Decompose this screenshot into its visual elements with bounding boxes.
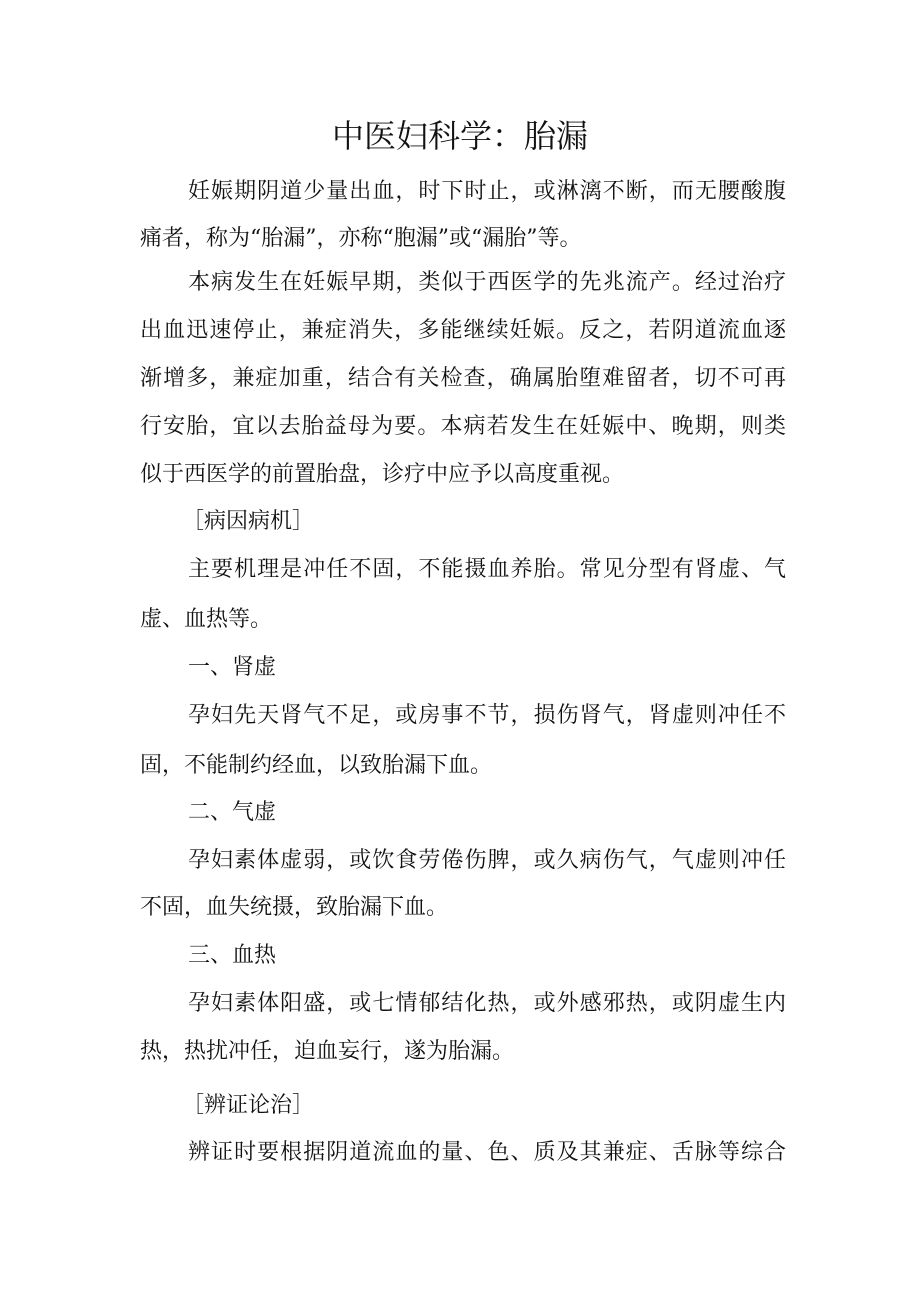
paragraph-line: 似于西医学的前置胎盘，诊疗中应予以高度重视。 xyxy=(140,462,625,487)
paragraph-line: 出血迅速停止，兼症消失，多能继续妊娠。反之，若阴道流血逐 xyxy=(140,318,786,343)
paragraph-line: 虚、血热等。 xyxy=(140,607,273,632)
document-title: 中医妇科学：胎漏 xyxy=(331,117,588,155)
paragraph-line: 主要机理是冲任不固，不能摄血养胎。常见分型有肾虚、气 xyxy=(188,557,786,582)
paragraph-line: 热，热扰冲任，迫血妄行，遂为胎漏。 xyxy=(140,1039,515,1064)
subheading: 一、肾虚 xyxy=(188,655,277,680)
paragraph-line: 行安胎，宜以去胎益母为要。本病若发生在妊娠中、晚期，则类 xyxy=(140,414,786,439)
paragraph-line: 痛者，称为“胎漏”，亦称“胞漏”或“漏胎”等。 xyxy=(140,226,582,251)
paragraph-line: 辨证时要根据阴道流血的量、色、质及其兼症、舌脉等综合 xyxy=(188,1140,786,1165)
paragraph-line: 本病发生在妊娠早期，类似于西医学的先兆流产。经过治疗 xyxy=(188,270,786,295)
section-heading: ［辨证论治］ xyxy=(182,1093,315,1118)
paragraph-line: 渐增多，兼症加重，结合有关检查，确属胎堕难留者，切不可再 xyxy=(140,366,786,391)
paragraph-line: 不固，血失统摄，致胎漏下血。 xyxy=(140,895,449,920)
paragraph-line: 妊娠期阴道少量出血，时下时止，或淋漓不断，而无腰酸腹 xyxy=(188,179,786,204)
paragraph-line: 孕妇素体阳盛，或七情郁结化热，或外感邪热，或阴虚生内 xyxy=(188,991,786,1016)
paragraph-line: 孕妇先天肾气不足，或房事不节，损伤肾气，肾虚则冲任不 xyxy=(188,703,786,728)
subheading: 二、气虚 xyxy=(188,800,277,825)
section-heading: ［病因病机］ xyxy=(182,509,315,534)
paragraph-line: 孕妇素体虚弱，或饮食劳倦伤脾，或久病伤气，气虚则冲任 xyxy=(188,848,786,873)
paragraph-line: 固，不能制约经血，以致胎漏下血。 xyxy=(140,753,493,778)
subheading: 三、血热 xyxy=(188,943,277,968)
